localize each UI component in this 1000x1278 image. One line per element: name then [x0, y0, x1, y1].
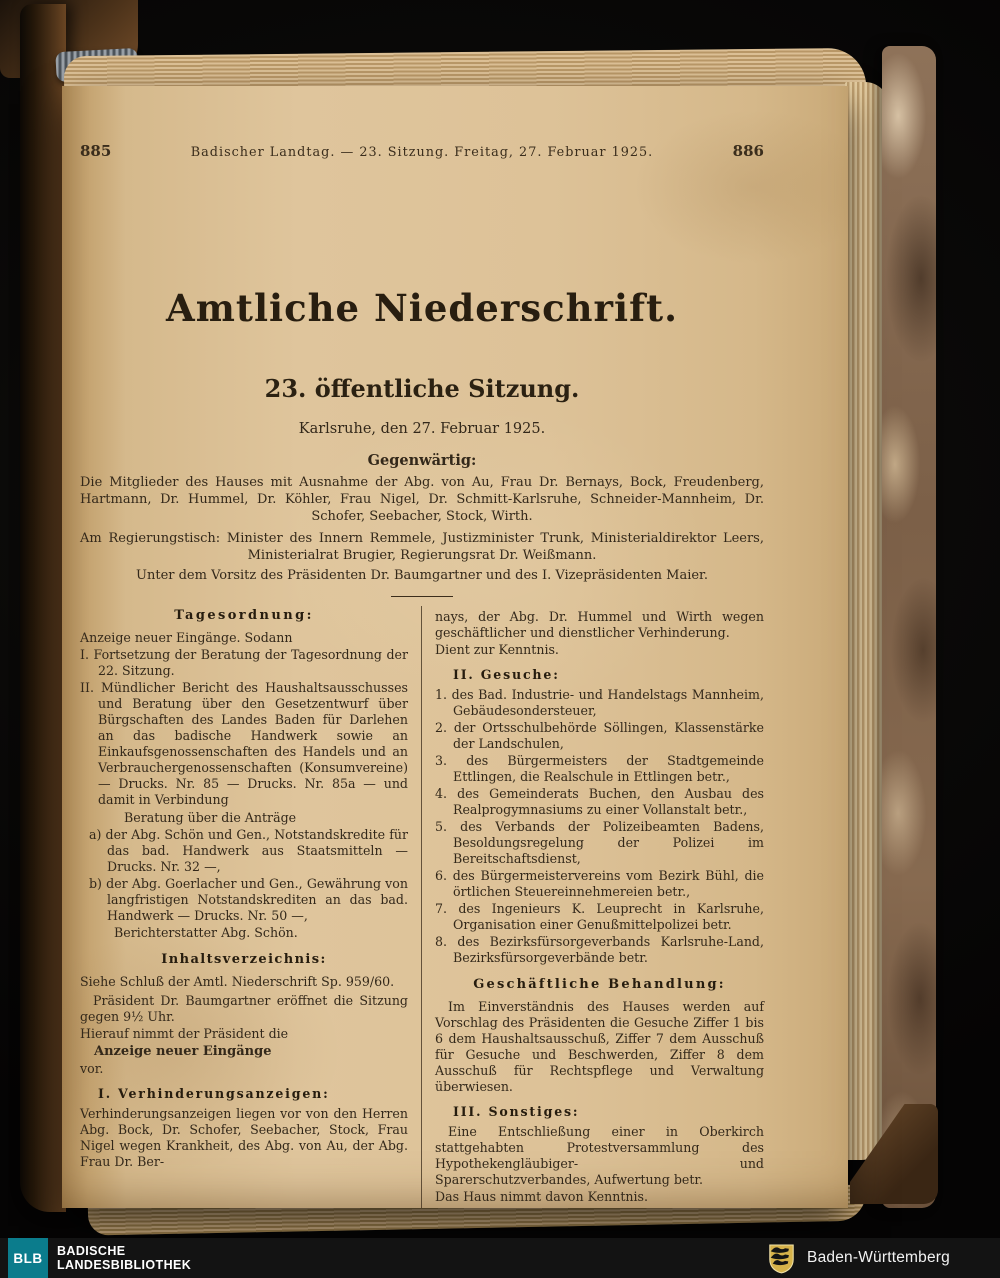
- gesuche-heading: II. Gesuche:: [453, 667, 560, 682]
- gesuch-number: 3.: [435, 753, 448, 768]
- motion-text: der Abg. Goerlacher und Gen., Gewährung von langfristigen Notstandskrediten an das bad. Handwerk — Drucks. Nr. 50 —,: [106, 876, 408, 923]
- verhinderungsanzeigen-heading: I. Verhinderungsanzeigen:: [98, 1086, 330, 1101]
- library-name-line1: BADISCHE: [57, 1243, 126, 1258]
- gesuch-number: 8.: [435, 934, 448, 949]
- right-column: [422, 606, 764, 1208]
- attendance-heading: Gegenwärtig:: [367, 452, 477, 469]
- gesuch-number: 4.: [435, 786, 448, 801]
- gesuch-text: des Bad. Industrie- und Handelstags Mannheim, Gebäudesondersteuer,: [451, 687, 764, 718]
- verhinderungsanzeigen-text: Verhinderungsanzeigen liegen vor von den Herren Abg. Bock, Dr. Schofer, Seebacher, Stock, Frau Nigel wegen Krankheit, des Abg. von Au, der Abg. Frau Dr. Ber-: [80, 1106, 408, 1169]
- opening-paragraph: Präsident Dr. Baumgartner eröffnet die Sitzung gegen 9½ Uhr.: [80, 993, 408, 1024]
- library-name-line2: LANDESBIBLIOTHEK: [57, 1258, 192, 1272]
- gesuch-item-1: [435, 687, 764, 719]
- agenda-heading: Tagesordnung:: [174, 608, 314, 623]
- motion-letter: a): [89, 827, 102, 842]
- gesuch-number: 5.: [435, 819, 448, 834]
- kenntnis-line: Das Haus nimmt davon Kenntnis.: [435, 1189, 649, 1204]
- gesuch-item-5: [435, 819, 764, 867]
- dient-zur-kenntnis-line: Dient zur Kenntnis.: [435, 642, 559, 657]
- library-footer-bar: [0, 1238, 1000, 1278]
- gesuch-item-4: [435, 786, 764, 818]
- attendance-chair: Unter dem Vorsitz des Präsidenten Dr. Baumgartner und des I. Vizepräsidenten Maier.: [136, 568, 708, 583]
- blb-logo-text: BLB: [13, 1250, 43, 1266]
- sonstiges-heading: III. Sonstiges:: [453, 1104, 580, 1119]
- document-title: Amtliche Niederschrift.: [166, 286, 678, 330]
- running-title: Badischer Landtag. — 23. Sitzung. Freitag, 27. Februar 1925.: [190, 145, 654, 160]
- gesuch-number: 6.: [435, 868, 448, 883]
- library-name: [57, 1244, 191, 1273]
- gesuch-item-7: [435, 901, 764, 933]
- gesuch-text: des Bezirksfürsorgeverbands Karlsruhe-Land, Bezirksfürsorgeverbände betr.: [453, 934, 764, 965]
- agenda-item-text: Mündlicher Bericht des Haushaltsausschusses und Beratung über den Gesetzentwurf über Bürgschaften des Landes Baden für Darlehen an das badische Handwerk sowie an Einkaufsgenossenschaften des Handels und an Verbrauchergenossenschaften (Konsumvereine) — Drucks. Nr. 85 — Drucks. Nr. 85a — und damit in Verbindung: [98, 680, 408, 807]
- agenda-item-number: II.: [80, 680, 94, 695]
- beratung-line: Beratung über die Anträge: [124, 810, 297, 825]
- running-head: [80, 142, 764, 160]
- hierauf-line: Hierauf nimmt der Präsident die: [80, 1026, 289, 1041]
- attendance-government: Am Regierungstisch: Minister des Innern Remmele, Justizminister Trunk, Ministerialdirektor Leers, Ministerialrat Brugier, Regierungsrat Dr. Weißmann.: [80, 531, 764, 563]
- motion-b: [89, 876, 408, 924]
- marbled-cover-board: [882, 46, 936, 1208]
- inhaltsverzeichnis-text: Siehe Schluß der Amtl. Niederschrift Sp. 959/60.: [80, 974, 395, 989]
- left-column: [80, 606, 422, 1208]
- sonstiges-text: Eine Entschließung einer in Oberkirch stattgehabten Protestversammlung des Hypothekengläubiger- und Sparerschutzverbandes, Aufwertung betr.: [435, 1124, 764, 1187]
- dateline: Karlsruhe, den 27. Februar 1925.: [298, 421, 546, 437]
- baden-wuerttemberg-coat-of-arms-icon: [768, 1243, 795, 1274]
- gesuch-number: 2.: [435, 720, 448, 735]
- session-title: 23. öffentliche Sitzung.: [264, 374, 580, 403]
- gesuch-text: des Ingenieurs K. Leuprecht in Karlsruhe, Organisation einer Genußmittelpolizei betr.: [453, 901, 764, 932]
- scanned-page: [62, 86, 848, 1208]
- agenda-item-text: Fortsetzung der Beratung der Tagesordnung der 22. Sitzung.: [93, 647, 408, 678]
- agenda-item-2: [80, 680, 408, 808]
- state-name: Baden-Württemberg: [807, 1249, 950, 1266]
- page-number-right: 886: [732, 142, 764, 160]
- motion-text: der Abg. Schön und Gen., Notstandskredite für das bad. Handwerk aus Staatsmitteln — Drucks. Nr. 32 —,: [105, 827, 408, 874]
- gesuch-text: der Ortsschulbehörde Söllingen, Klassenstärke der Landschulen,: [453, 720, 764, 751]
- agenda-item-number: I.: [80, 647, 89, 662]
- motion-a: [89, 827, 408, 875]
- blb-logo: [8, 1238, 48, 1278]
- vor-line: vor.: [80, 1061, 104, 1076]
- attendance-members: Die Mitglieder des Hauses mit Ausnahme der Abg. von Au, Frau Dr. Bernays, Bock, Freudenberg, Hartmann, Dr. Hummel, Dr. Köhler, Frau Nigel, Dr. Schmitt-Karlsruhe, Schneider-Mannheim, Dr. Schofer, Seebacher, Stock, Wirth.: [80, 475, 764, 524]
- gesuch-item-2: [435, 720, 764, 752]
- book-spine: [20, 4, 66, 1212]
- gesuch-item-8: [435, 934, 764, 966]
- library-branding: [8, 1238, 191, 1278]
- gesuch-text: des Bürgermeisters der Stadtgemeinde Ettlingen, die Realschule in Ettlingen betr.,: [453, 753, 764, 784]
- section-divider-rule: [391, 596, 453, 597]
- gesuch-item-3: [435, 753, 764, 785]
- gesuch-text: des Gemeinderats Buchen, den Ausbau des Realprogymnasiums zu einer Vollanstalt betr.,: [453, 786, 764, 817]
- agenda-item-1: [80, 647, 408, 679]
- behandlung-text: Im Einverständnis des Hauses werden auf Vorschlag des Präsidenten die Gesuche Ziffer 1 bis 6 dem Haushaltsausschuß, Ziffer 7 dem Ausschuß für Gesuche und Beschwerden, Ziffer 8 dem Ausschuß für Rechtspflege und Verwaltung überwiesen.: [435, 999, 764, 1094]
- gesuch-number: 7.: [435, 901, 448, 916]
- behandlung-heading: Geschäftliche Behandlung:: [473, 977, 726, 992]
- gesuch-number: 1.: [435, 687, 448, 702]
- gesuch-text: des Bürgermeistervereins vom Bezirk Bühl, die örtlichen Steuereinnehmereien betr.,: [452, 868, 764, 899]
- page-number-left: 885: [80, 142, 112, 160]
- continuation-text: nays, der Abg. Dr. Hummel und Wirth wegen geschäftlicher und dienstlicher Verhinderung.: [435, 609, 764, 640]
- motion-letter: b): [89, 876, 102, 891]
- state-branding: [768, 1243, 950, 1274]
- inhaltsverzeichnis-heading: Inhaltsverzeichnis:: [161, 952, 327, 967]
- agenda-intro: Anzeige neuer Eingänge. Sodann: [80, 630, 293, 645]
- gesuch-item-6: [435, 868, 764, 900]
- berichterstatter-line: Berichterstatter Abg. Schön.: [114, 925, 298, 940]
- text-columns: [80, 606, 764, 1208]
- gesuch-text: des Verbands der Polizeibeamten Badens, Besoldungsregelung der Polizei im Bereitschaftsdienst,: [453, 819, 764, 866]
- anzeige-neuer-eingaenge-heading: Anzeige neuer Eingänge: [94, 1044, 272, 1059]
